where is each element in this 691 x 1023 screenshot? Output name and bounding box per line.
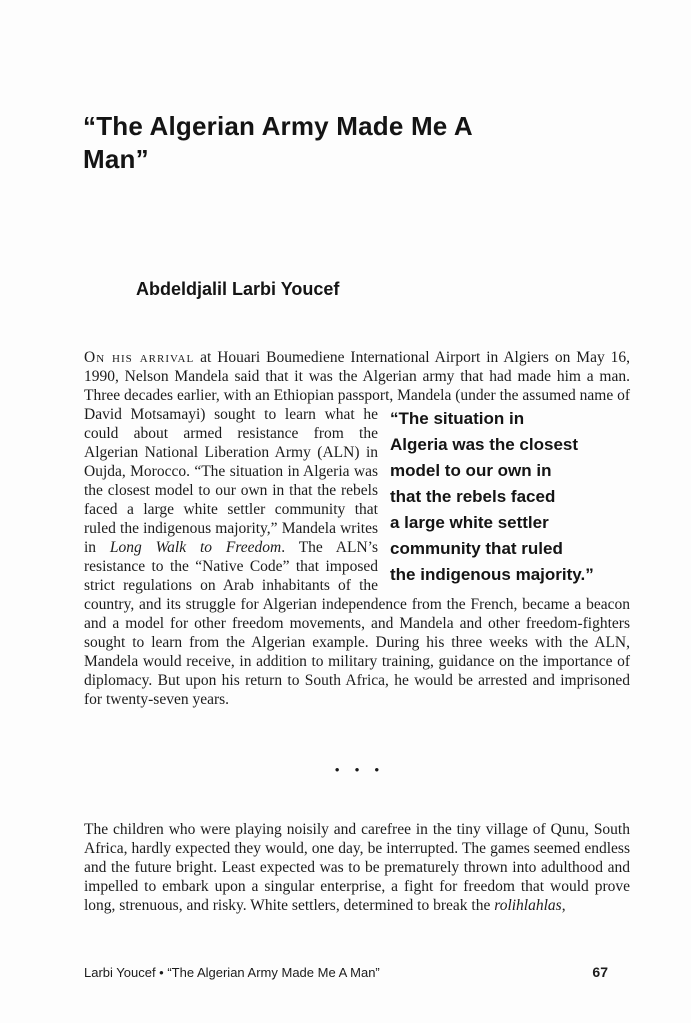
article-title-line2: Man” [83, 144, 149, 174]
page-number: 67 [592, 964, 608, 980]
paragraph-children [84, 820, 630, 915]
pull-quote [390, 406, 630, 588]
pull-quote-line: model to our own in [390, 461, 552, 480]
pull-quote-line: “The situation in [390, 409, 525, 428]
author-name: Abdeldjalil Larbi Youcef [136, 279, 340, 299]
paragraph1-part1: at Houari Boumediene International Airport in Algiers on May 16, 1990, Nelson Mandela said that it was the Algerian army that had made him a man. Three decades earlier, with an Ethiopian passport, Mandela (under the assumed name of David Motsamayi) sought [84, 349, 630, 423]
paragraph-opening [84, 348, 630, 709]
running-footer-text: Larbi Youcef • “The Algerian Army Made Me A Man” [84, 965, 380, 980]
paragraph2-part2: , [561, 897, 566, 914]
paragraph1-part2: to learn what he could about armed resistance from the Algerian National Liberation Army (ALN) in Oujda, Morocco. “The situation in Algeria was the closest model to our own in that the rebels faced a large white settler community that ruled the indigenous majority,” Mandela writes in [84, 406, 379, 556]
book-title-italic: Long Walk to Freedom [109, 539, 282, 556]
article-title [83, 110, 473, 176]
pull-quote-line: a large white settler [390, 513, 549, 532]
pull-quote-line: community that ruled [390, 539, 563, 558]
italic-term: rolihlahlas [494, 897, 562, 914]
section-break-dots: • • • [334, 762, 380, 777]
pull-quote-line: Algeria was the closest [390, 435, 579, 454]
article-title-line1: “The Algerian Army Made Me A [83, 111, 473, 141]
paragraph2-part1: The children who were playing noisily and carefree in the tiny village of Qunu, South Africa, hardly expected they would, one day, be interrupted. The games seemed endless and the future bright. Least expected was to be prematurely thrown into adulthood and impelled to embark upon a singular enterprise, a fight for freedom that would prove long, strenuous, and risky. White settlers, determined to break the [84, 821, 630, 914]
lead-in-small-caps: On his arrival [84, 349, 195, 366]
paragraph1-part3: . The ALN’s resistance to the “Native Code” that imposed strict regulations on Arab inhabitants of the country, and its struggle for Algerian independence from the French, became a beacon and a model for other freedom movements, and Mandela and other freedom-fighters sought to learn from the Algerian example. During his three weeks with the ALN, Mandela would receive, in addition to military training, guidance on the importance of diplomacy. But upon his return to South Africa, he would be arrested and imprisoned for twenty-seven years. [84, 539, 630, 708]
pull-quote-line: the indigenous majority.” [390, 565, 594, 584]
running-footer [84, 964, 630, 980]
pull-quote-line: that the rebels faced [390, 487, 556, 506]
